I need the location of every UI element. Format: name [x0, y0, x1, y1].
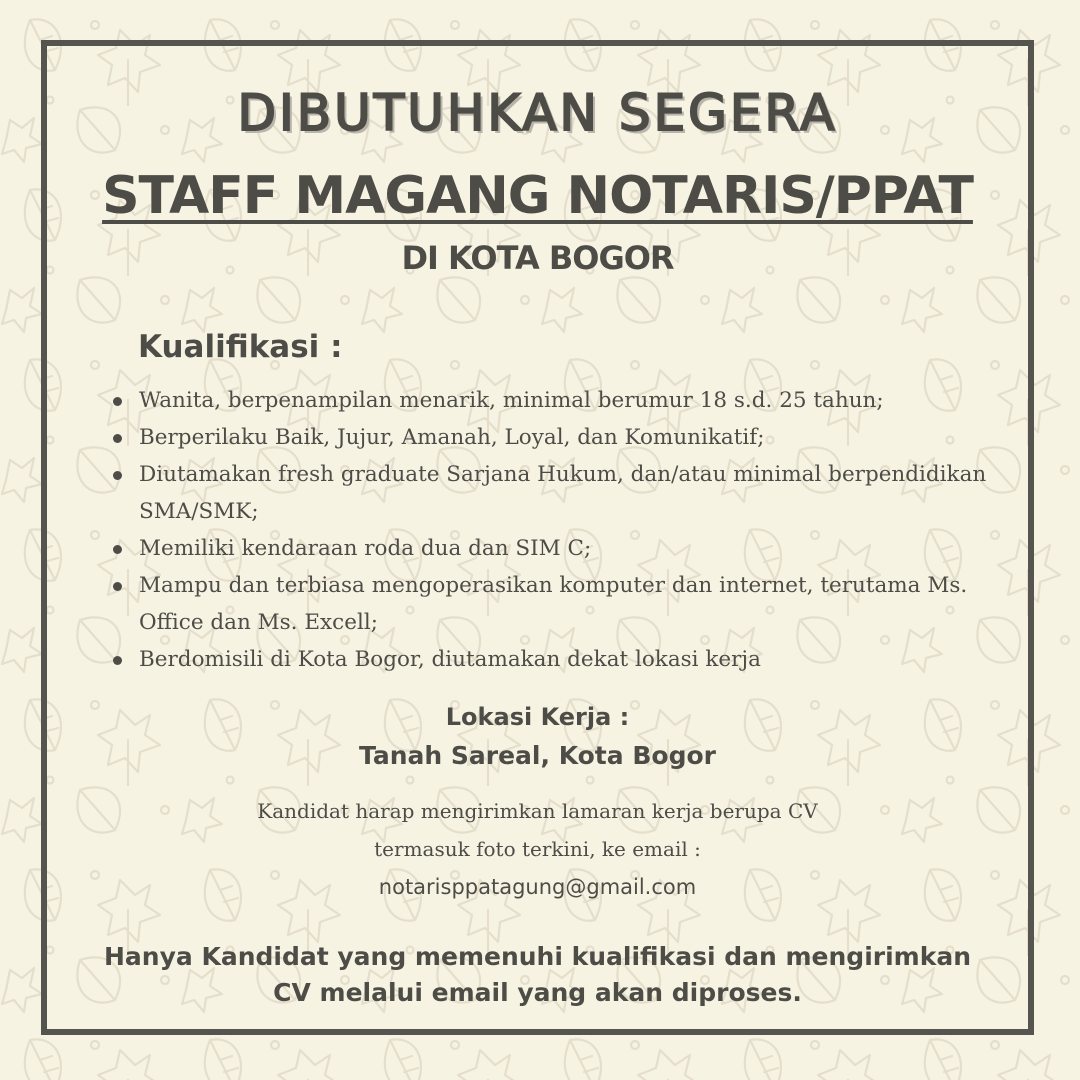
qualification-item	[113, 641, 993, 678]
qualifications-heading: Kualifikasi :	[138, 329, 343, 365]
job-poster	[47, 46, 1028, 1029]
qualifications-list	[113, 382, 993, 678]
city-title: DI KOTA BOGOR	[401, 239, 674, 277]
contact-email: notarisppatagung@gmail.com	[378, 875, 697, 899]
bullet-icon	[113, 582, 122, 591]
location-label: Lokasi Kerja :	[445, 703, 630, 731]
qualification-item	[113, 382, 993, 419]
qualification-text: Wanita, berpenampilan menarik, minimal berumur 18 s.d. 25 tahun;	[139, 388, 884, 413]
qualification-text: Berdomisili di Kota Bogor, diutamakan dekat lokasi kerja	[139, 647, 761, 672]
bullet-icon	[113, 656, 122, 665]
bullet-icon	[113, 397, 122, 406]
bullet-icon	[113, 471, 122, 480]
instruction-line: Kandidat harap mengirimkan lamaran kerja berupa CV	[257, 799, 818, 823]
position-title: STAFF MAGANG NOTARIS/PPAT	[102, 166, 973, 226]
qualification-item	[113, 419, 993, 456]
qualification-text: Berperilaku Baik, Jujur, Amanah, Loyal, dan Komunikatif;	[139, 425, 765, 450]
qualification-text: Mampu dan terbiasa mengoperasikan komputer dan internet, terutama Ms. Office dan Ms. Excell;	[139, 573, 968, 635]
instruction-line: termasuk foto terkini, ke email :	[374, 837, 701, 861]
location-value: Tanah Sareal, Kota Bogor	[359, 741, 716, 770]
closing-note-line: Hanya Kandidat yang memenuhi kualifikasi dan mengirimkan	[103, 942, 972, 971]
qualification-item	[113, 567, 993, 641]
qualification-item	[113, 530, 993, 567]
headline: DIBUTUHKAN SEGERA	[237, 84, 838, 142]
bullet-icon	[113, 545, 122, 554]
qualification-text: Diutamakan fresh graduate Sarjana Hukum, dan/atau minimal berpendidikan SMA/SMK;	[139, 462, 987, 524]
closing-note-line: CV melalui email yang akan diproses.	[273, 978, 802, 1007]
bullet-icon	[113, 434, 122, 443]
qualification-text: Memiliki kendaraan roda dua dan SIM C;	[139, 536, 592, 561]
closing-note	[47, 939, 1028, 1011]
qualification-item	[113, 456, 993, 530]
